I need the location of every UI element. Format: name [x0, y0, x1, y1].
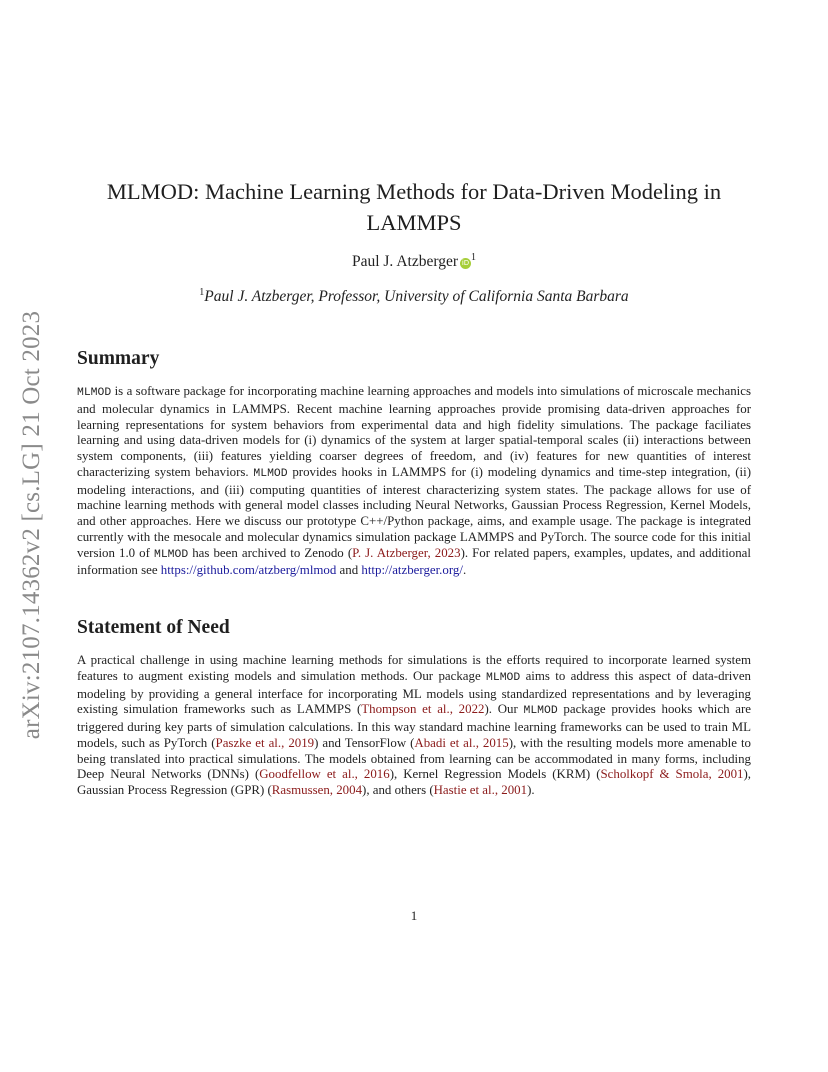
need-paragraph [77, 653, 751, 799]
orcid-icon[interactable]: iD [461, 259, 470, 268]
paper-title: MLMOD: Machine Learning Methods for Data-Driven Modeling in LAMMPS [106, 179, 722, 235]
need-text: package provides hooks which are triggered during key parts of simulation calculations. In this way standard machine learning frameworks can be used to train ML models, such as PyTorch ( [77, 702, 751, 750]
citation-link-hastie[interactable]: Hastie et al., 2001 [433, 783, 528, 797]
summary-heading: Summary [77, 348, 160, 369]
summary-text: ). For related papers, examples, updates, and additional information see [77, 545, 751, 578]
github-url-link[interactable]: https://github.com/atzberg/mlmod [160, 563, 337, 578]
mlmod-code-term: MLMOD [153, 548, 189, 561]
need-text: ), Kernel Regression Models (KRM) ( [389, 767, 601, 782]
citation-link-thompson[interactable]: Thompson et al., 2022 [361, 702, 485, 717]
summary-paragraph [77, 384, 751, 579]
citation-link-goodfellow[interactable]: Goodfellow et al., 2016 [259, 767, 390, 782]
affiliation-text: Paul J. Atzberger, Professor, University of California Santa Barbara [204, 288, 629, 306]
need-text: aims to address this aspect of data-driven modeling by providing a general interface for incorporating ML models using standardized representations and by leveraging existing simulation frameworks such as LAMMPS ( [77, 668, 752, 717]
citation-link-zenodo[interactable]: P. J. Atzberger, 2023 [352, 545, 461, 560]
author-name: Paul J. Atzberger [351, 253, 459, 271]
author-line [0, 252, 828, 271]
need-text: ), with the resulting models more amenable to being translated into practical simulations. The models obtained from learning can be accommodated in many forms, including Deep Neural Networks (DNNs) ( [77, 735, 751, 782]
arxiv-identifier-text: arXiv:2107.14362v2 [cs.LG] 21 Oct 2023 [18, 310, 45, 740]
citation-link-rasmussen[interactable]: Rasmussen, 2004 [271, 783, 363, 797]
need-text: ) and TensorFlow ( [314, 735, 415, 750]
mlmod-code-term: MLMOD [523, 705, 558, 718]
summary-text: . [462, 563, 467, 578]
citation-link-abadi[interactable]: Abadi et al., 2015 [414, 735, 509, 750]
arxiv-identifier [12, 290, 52, 760]
statement-of-need-heading: Statement of Need [77, 617, 230, 638]
affiliation-line [0, 287, 828, 306]
citation-link-scholkopf[interactable]: Scholkopf & Smola, 2001 [600, 767, 744, 782]
citation-link-paszke[interactable]: Paszke et al., 2019 [215, 735, 315, 750]
mlmod-code-term: MLMOD [77, 387, 112, 399]
summary-text: provides hooks in LAMMPS for (i) modeling dynamics and time-step integration, (ii) modeling interactions, and (iii) computing quantities of interest characterizing system states. The package allows for use of machine learning methods with general model classes including Neural Networks, Gaussian Process Regression, Kernel Models, and other approaches. Here we discuss our prototype C++/Python package, aims, and example usage. The package is integrated currently with the mesocale and molecular dynamics simulation package LAMMPS and PyTorch. The source code for this initial version 1.0 of [77, 464, 751, 560]
affiliation-mark: 1 [199, 287, 205, 298]
summary-text: and [336, 563, 362, 578]
need-text: ), Gaussian Process Regression (GPR) ( [77, 767, 752, 797]
need-text: ). [527, 783, 535, 797]
mlmod-code-term: MLMOD [486, 671, 521, 684]
mlmod-code-term: MLMOD [253, 467, 288, 480]
website-url-link[interactable]: http://atzberger.org/ [361, 563, 463, 578]
need-text: ). Our [484, 702, 524, 717]
page-number: 1 [410, 908, 418, 923]
need-text: ), and others ( [362, 783, 434, 797]
summary-text: has been archived to Zenodo ( [188, 545, 353, 560]
summary-text: is a software package for incorporating machine learning approaches and models into simulations of microscale mechanics and molecular dynamics in LAMMPS. Recent machine learning approaches provide promising data-driven approaches for learning representations for system behaviors from experimental data and high fidelity simulations. The package faciliates learning and using data-driven models for (i) dynamics of the system at larger spatial-temporal scales (ii) interactions between system components, (iii) features yielding coarser degrees of freedom, and (iv) features for new quantities of interest characterizing system behaviors. [77, 384, 751, 479]
need-text: A practical challenge in using machine learning methods for simulations is the efforts required to incorporate learned system features to augment existing models and simulation methods. Our package [77, 653, 751, 683]
author-affiliation-mark: 1 [471, 252, 477, 263]
